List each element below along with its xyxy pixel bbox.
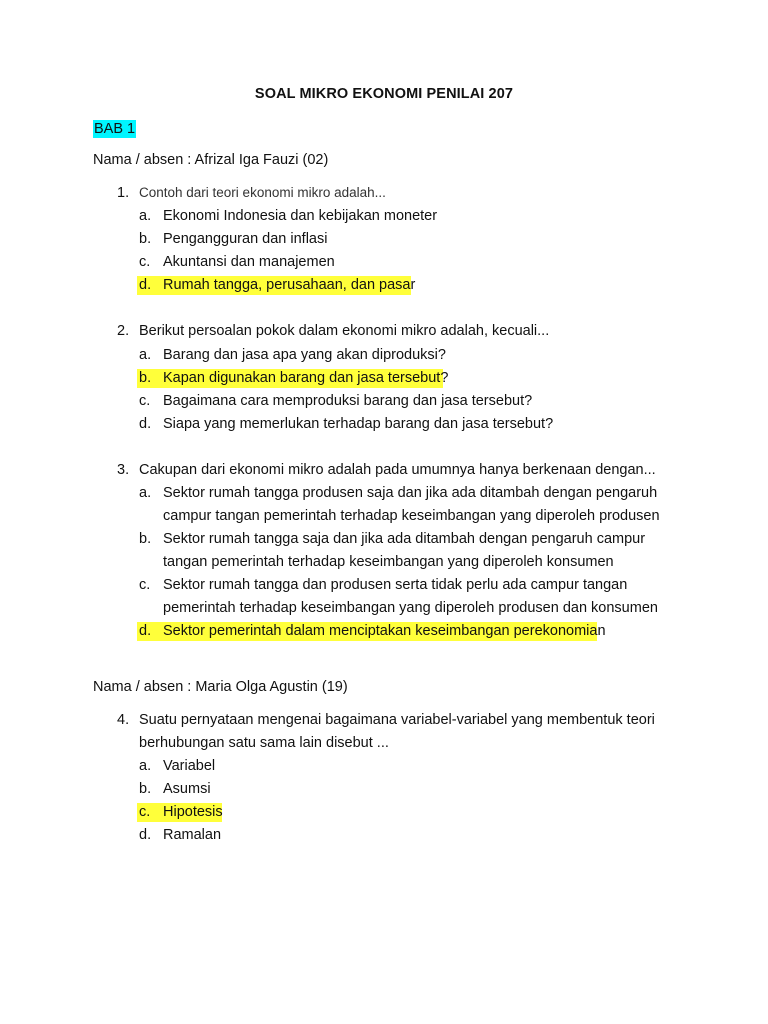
question-number: 1.: [117, 185, 130, 201]
answer-option-text: Kapan digunakan barang dan jasa tersebut?: [163, 370, 449, 386]
option-letter: a.: [139, 347, 152, 363]
option-letter: d.: [139, 623, 152, 639]
option-text-line-1: Sektor rumah tangga produsen saja dan jika ada ditambah dengan pengaruh: [163, 485, 658, 501]
option-text: Akuntansi dan manajemen: [163, 254, 335, 270]
option-letter: a.: [139, 758, 152, 774]
question-text-line-2: berhubungan satu sama lain disebut ...: [139, 735, 389, 751]
option-text: Asumsi: [163, 781, 211, 797]
option-letter: b.: [139, 781, 152, 797]
question-number: 3.: [117, 462, 130, 478]
option-text-line-1: Sektor rumah tangga saja dan jika ada ditambah dengan pengaruh campur: [163, 531, 646, 547]
question-text: Contoh dari teori ekonomi mikro adalah...: [139, 185, 386, 200]
student-name-1: Nama / absen : Afrizal Iga Fauzi (02): [93, 152, 329, 168]
option-text-line-2: tangan pemerintah terhadap keseimbangan yang diperoleh konsumen: [163, 554, 614, 570]
option-text-line-1: Sektor rumah tangga dan produsen serta tidak perlu ada campur tangan: [163, 577, 628, 593]
option-letter: c.: [139, 577, 151, 593]
option-letter: b.: [139, 231, 152, 247]
option-text: Bagaimana cara memproduksi barang dan jasa tersebut?: [163, 393, 533, 409]
question-number: 4.: [117, 712, 130, 728]
question-text: Berikut persoalan pokok dalam ekonomi mikro adalah, kecuali...: [139, 323, 550, 339]
option-text: Barang dan jasa apa yang akan diproduksi?: [163, 347, 446, 363]
option-letter: d.: [139, 827, 152, 843]
option-letter: d.: [139, 416, 152, 432]
option-letter: c.: [139, 254, 151, 270]
option-text: Siapa yang memerlukan terhadap barang dan jasa tersebut?: [163, 416, 554, 432]
option-letter: a.: [139, 208, 152, 224]
question-text-line-1: Suatu pernyataan mengenai bagaimana variabel-variabel yang membentuk teori: [139, 712, 655, 728]
answer-option-text: Hipotesis: [163, 804, 223, 820]
option-text: Variabel: [163, 758, 216, 774]
option-text: Pengangguran dan inflasi: [163, 231, 328, 247]
option-text: Ekonomi Indonesia dan kebijakan moneter: [163, 208, 438, 224]
option-letter: b.: [139, 370, 152, 386]
question-number: 2.: [117, 323, 130, 339]
question-text: Cakupan dari ekonomi mikro adalah pada umumnya hanya berkenaan dengan...: [139, 462, 656, 478]
option-letter: b.: [139, 531, 152, 547]
answer-option-text: Rumah tangga, perusahaan, dan pasar: [163, 277, 416, 293]
option-letter: c.: [139, 393, 151, 409]
answer-option-text: Sektor pemerintah dalam menciptakan keseimbangan perekonomian: [163, 623, 606, 639]
option-letter: a.: [139, 485, 152, 501]
document-title: SOAL MIKRO EKONOMI PENILAI 207: [254, 86, 514, 102]
student-name-2: Nama / absen : Maria Olga Agustin (19): [93, 679, 348, 695]
chapter-label: BAB 1: [94, 121, 136, 137]
option-text-line-2: pemerintah terhadap keseimbangan yang diperoleh produsen dan konsumen: [163, 600, 658, 616]
option-text: Ramalan: [163, 827, 222, 843]
option-text-line-2: campur tangan pemerintah terhadap keseimbangan yang diperoleh produsen: [163, 508, 660, 524]
option-letter: d.: [139, 277, 152, 293]
option-letter: c.: [139, 804, 151, 820]
